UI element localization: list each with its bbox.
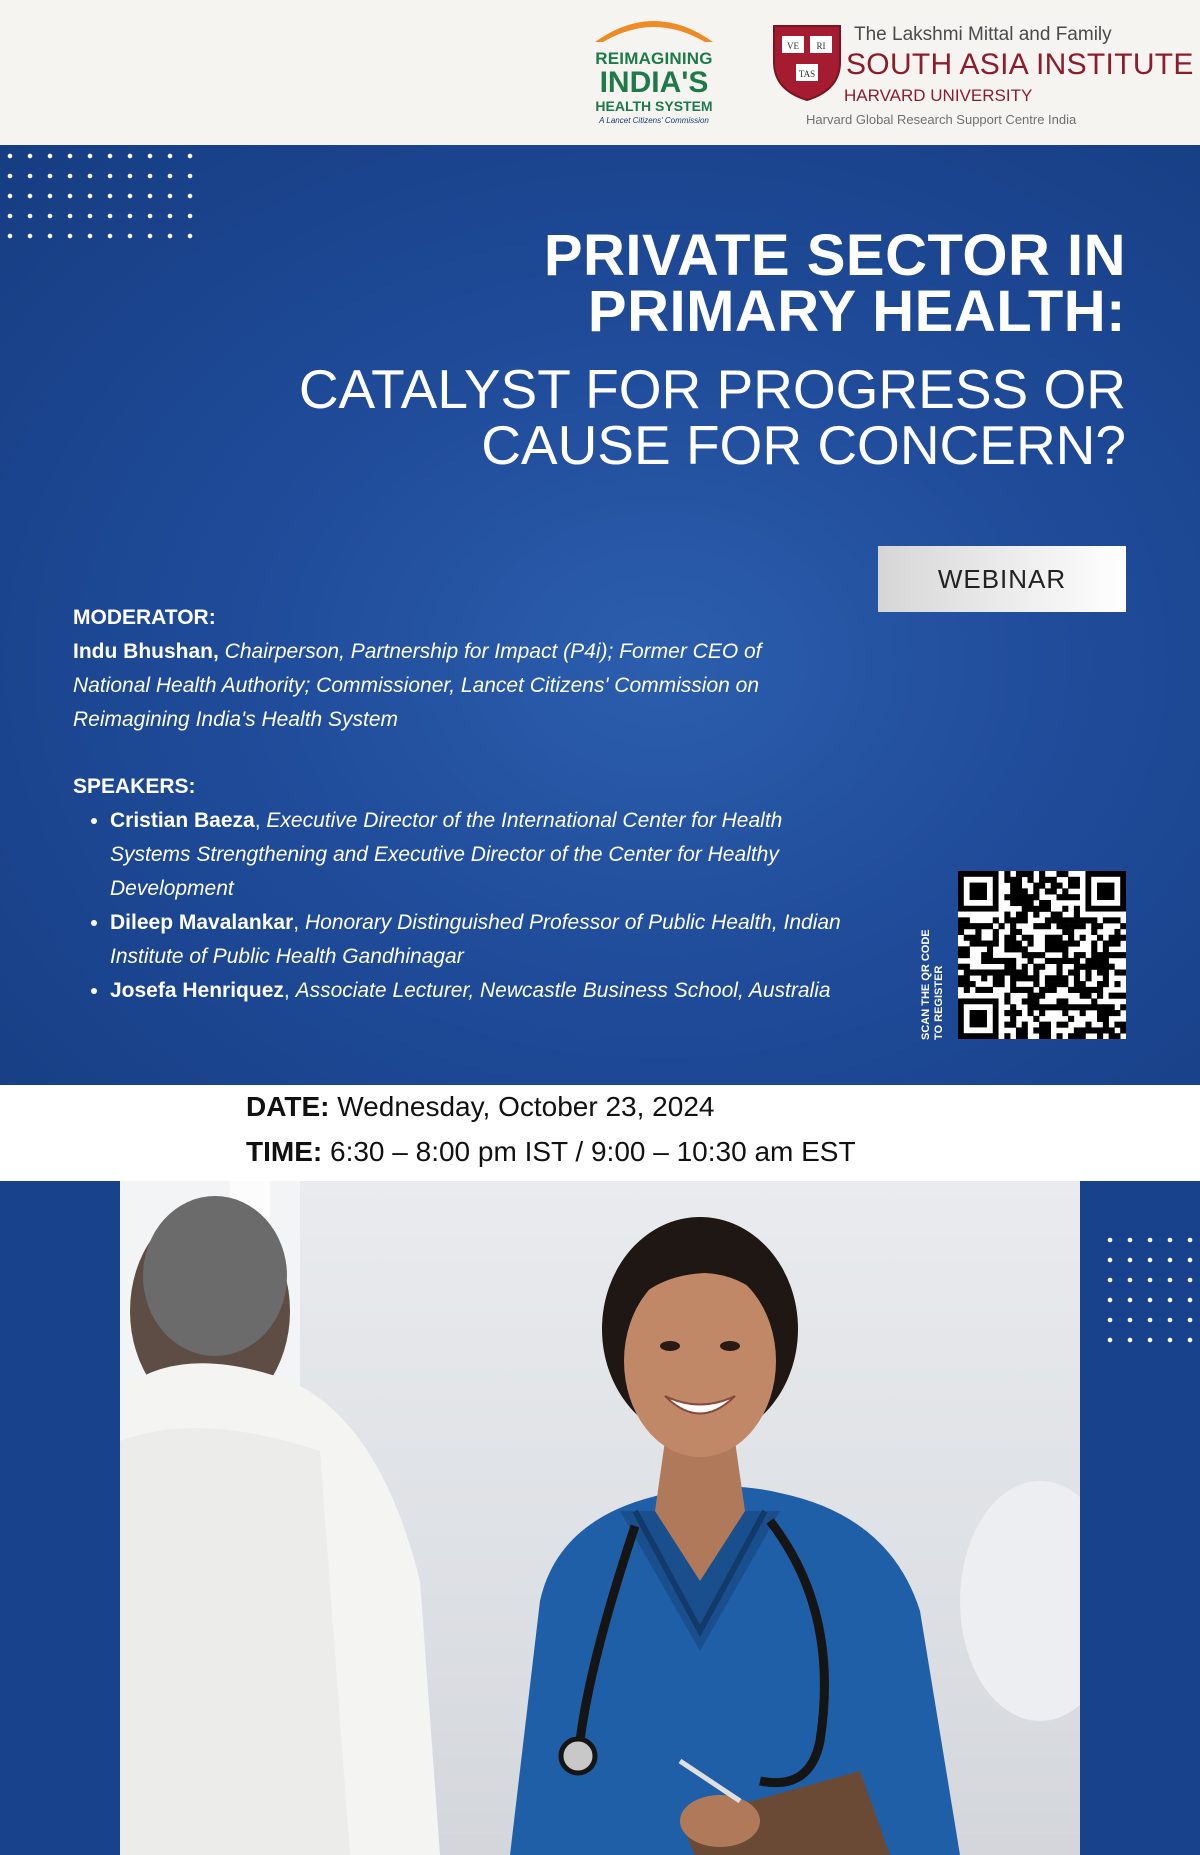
moderator-entry: [73, 635, 843, 737]
registration-qr-code[interactable]: [958, 871, 1126, 1039]
speaker-name: Josefa Henriquez: [110, 979, 284, 1002]
time-line: [246, 1136, 856, 1168]
title-subtitle: [146, 358, 1126, 476]
sai-line-2: SOUTH ASIA INSTITUTE: [846, 48, 1194, 81]
date-value: Wednesday, October 23, 2024: [337, 1091, 715, 1122]
speakers-section: [73, 770, 853, 1008]
date-time-bar: [0, 1085, 1200, 1181]
date-label: DATE:: [246, 1091, 330, 1122]
speaker-name: Dileep Mavalankar: [110, 911, 294, 934]
qr-code-icon: [958, 871, 1126, 1039]
title-bold: [226, 223, 1126, 344]
speaker-desc: Associate Lecturer, Newcastle Business School, Australia: [295, 979, 831, 1002]
moderator-heading: MODERATOR:: [73, 606, 216, 629]
speakers-list: [73, 804, 853, 1008]
shield-text-2: RI: [816, 41, 826, 51]
reimagining-india-logo: [586, 8, 722, 138]
south-asia-institute-logo: [772, 20, 1192, 130]
dot-pattern-right: [1100, 1230, 1200, 1350]
qr-caption-line-2: TO REGISTER: [933, 965, 945, 1040]
moderator-desc: Chairperson, Partnership for Impact (P4i); Former CEO of National Health Authority; Commissioner, Lancet Citizens' Commission on Reimagining India's Health System: [73, 640, 762, 731]
moderator-section: [73, 601, 843, 737]
shield-text-1: VE: [787, 41, 799, 51]
title-line-1: PRIVATE SECTOR IN: [543, 223, 1126, 288]
speaker-name: Cristian Baeza: [110, 809, 255, 832]
speaker-desc: Executive Director of the International Center for Health Systems Strengthening and Executive Director of the Center for Healthy Development: [110, 809, 783, 900]
sai-line-1: The Lakshmi Mittal and Family: [854, 24, 1112, 45]
logo-line-3: HEALTH SYSTEM: [595, 98, 713, 114]
harvard-shield-icon: [772, 24, 842, 102]
title-line-4: CAUSE FOR CONCERN?: [481, 414, 1126, 476]
date-line: [246, 1091, 714, 1123]
qr-caption-line-1: SCAN THE QR CODE: [920, 929, 932, 1040]
time-label: TIME:: [246, 1136, 323, 1167]
qr-caption: [920, 910, 946, 1040]
shield-text-3: TAS: [798, 69, 816, 79]
logo-line-4: A Lancet Citizens' Commission: [599, 116, 709, 125]
speakers-heading: SPEAKERS:: [73, 775, 196, 798]
title-line-3: CATALYST FOR PROGRESS OR: [298, 358, 1126, 420]
arc-logo-icon: [589, 8, 719, 44]
speaker-item: • Cristian Baeza, Executive Director of the International Center for Health Systems Strengthening and Executive Director of the Center for Healthy Development: [110, 804, 853, 906]
moderator-name: Indu Bhushan,: [73, 640, 219, 663]
header-bar: [0, 0, 1200, 145]
logo-line-1: REIMAGINING: [595, 49, 713, 68]
speaker-item: • Dileep Mavalankar, Honorary Distinguished Professor of Public Health, Indian Institute of Public Health Gandhinagar: [110, 906, 853, 974]
title-line-2: PRIMARY HEALTH:: [587, 279, 1126, 344]
webinar-badge: WEBINAR: [878, 546, 1126, 612]
logo-line-2: INDIA'S: [599, 66, 709, 99]
nurse-illustration-image: [120, 1181, 1080, 1855]
doctor-patient-photo: [120, 1181, 1080, 1855]
dot-pattern-top-left: [0, 146, 200, 246]
sai-line-3: HARVARD UNIVERSITY: [844, 86, 1033, 105]
time-value: 6:30 – 8:00 pm IST / 9:00 – 10:30 am EST: [330, 1136, 856, 1167]
sai-line-4: Harvard Global Research Support Centre India: [806, 112, 1077, 127]
speaker-desc: Honorary Distinguished Professor of Public Health, Indian Institute of Public Health Gandhinagar: [110, 911, 841, 968]
speaker-item: • Josefa Henriquez, Associate Lecturer, Newcastle Business School, Australia: [110, 974, 853, 1008]
